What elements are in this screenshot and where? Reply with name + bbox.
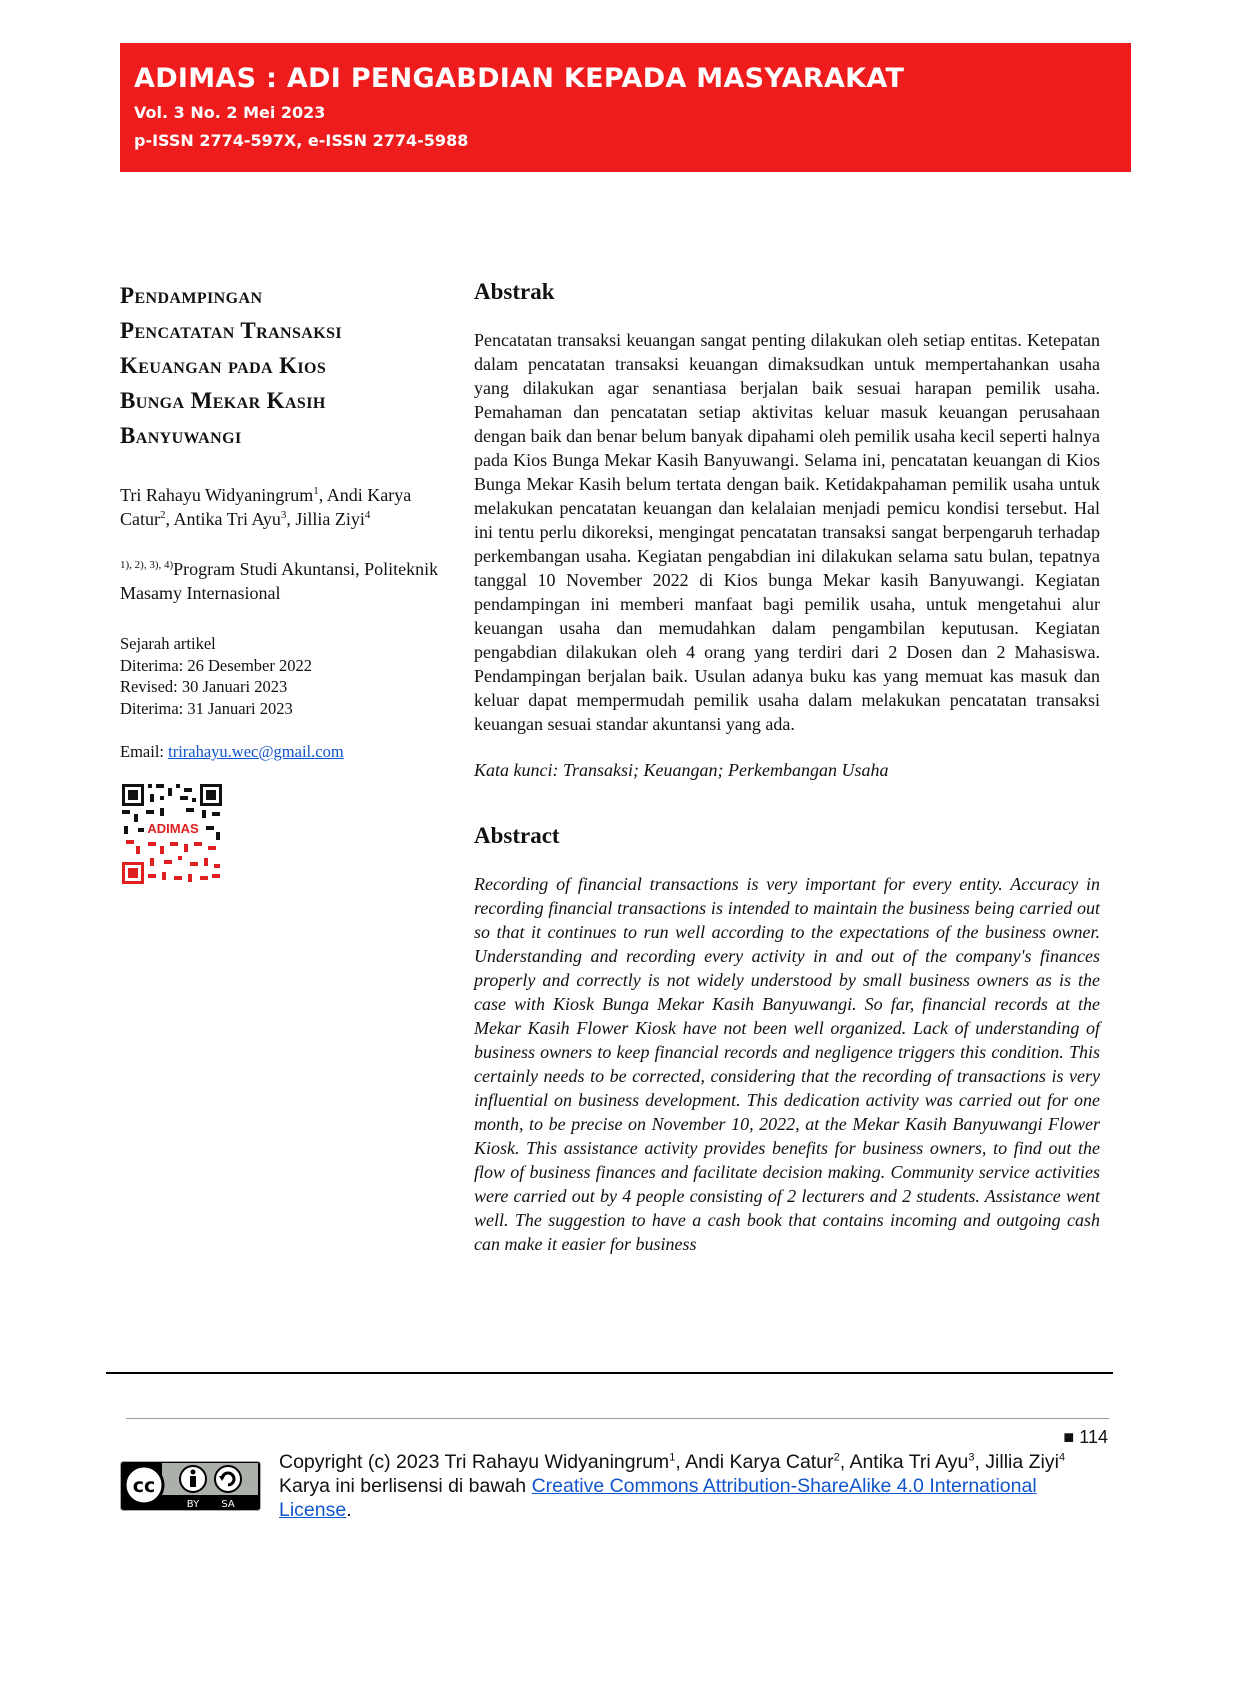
copyright-notice — [279, 1450, 1099, 1522]
qr-label: ADIMAS — [147, 821, 199, 836]
article-title-line: Keuangan pada Kios — [120, 353, 327, 378]
article-meta-column — [120, 278, 440, 886]
abstrak-keywords: Kata kunci: Transaksi; Keuangan; Perkembangan Usaha — [474, 760, 889, 780]
article-title — [120, 278, 440, 453]
affiliation-text: Program Studi Akuntansi, Politeknik Masamy Internasional — [120, 559, 439, 603]
cc-badge — [120, 1461, 261, 1511]
abstrak-text: Pencatatan transaksi keuangan sangat penting dilakukan oleh setiap entitas. Ketepatan dalam pencatatan transaksi keuangan dimaksudkan untuk mempertahankan usaha yang dilakukan agar senantiasa berjalan baik sesuai harapan pemilik usaha. Pemahaman dan pencatatan setiap aktivitas keluar masuk keuangan perusahaan dengan baik dan benar belum banyak dipahami oleh pemilik usaha kecil seperti halnya pada Kios Bunga Mekar Kasih Banyuwangi. Selama ini, pencatatan keuangan di Kios Bunga Mekar Kasih belum tertata dengan baik. Ketidakpahaman pemilik usaha untuk melakukan pencatatan keuangan dan kelalaian menjadi pemicu kondisi tersebut. Hal ini tentu perlu dikoreksi, mengingat pencatatan transaksi sangat berpengaruh terhadap perkembangan usaha. Kegiatan pengabdian ini dilakukan selama satu bulan, tepatnya tanggal 10 November 2022 di Kios bunga Mekar kasih Banyuwangi. Kegiatan pendampingan ini memberi manfaat bagi pemilik usaha, untuk mengetahui alur keuangan usaha dan memudahkan dalam pengambilan keputusan. Kegiatan pengabdian dilakukan oleh 4 orang yang terdiri dari 2 Dosen dan 2 Mahasiswa. Pendampingan berjalan baik. Usulan adanya buku kas yang memuat kas masuk dan keluar dapat mempermudah pemilik usaha dalam melakukan pencatatan transaksi keuangan sesuai standar akuntansi yang ada. — [474, 330, 1100, 734]
svg-text:cc: cc — [132, 1475, 156, 1497]
journal-issn: p-ISSN 2774-597X, e-ISSN 2774-5988 — [134, 131, 469, 150]
author-name: , Antika Tri Ayu — [165, 509, 281, 529]
article-title-line: Bunga Mekar Kasih — [120, 388, 326, 413]
qr-code-graphic — [120, 782, 224, 886]
author-mark: 1 — [669, 1451, 676, 1464]
license-line — [279, 1474, 1099, 1522]
creative-commons-by-sa-icon — [120, 1461, 261, 1511]
history-heading: Sejarah artikel — [120, 634, 216, 653]
author-mark: 4 — [1058, 1451, 1066, 1464]
email-link[interactable]: trirahayu.wec@gmail.com — [168, 742, 344, 761]
qr-finder-top-left — [122, 784, 144, 806]
copyright-prefix: Copyright (c) 2023 — [279, 1451, 445, 1473]
article-title-line: Banyuwangi — [120, 423, 242, 448]
content-bottom-rule — [106, 1372, 1113, 1374]
author-mark: 4 — [364, 509, 371, 521]
author-mark: 3 — [968, 1451, 975, 1464]
journal-title: ADIMAS : ADI PENGABDIAN KEPADA MASYARAKAT — [134, 63, 905, 94]
abstract-heading: Abstract — [474, 823, 560, 848]
article-title-line: Pencatatan Transaksi — [120, 318, 343, 343]
footer-rule — [126, 1418, 1109, 1419]
history-accepted: Diterima: 31 Januari 2023 — [120, 698, 293, 718]
affiliation-marks: 1), 2), 3), 4) — [120, 559, 174, 571]
abstrak-heading: Abstrak — [474, 279, 555, 304]
author-name: Tri Rahayu Widyaningrum — [120, 485, 314, 505]
contact-email — [120, 741, 440, 762]
history-received: Diterima: 26 Desember 2022 — [120, 655, 312, 675]
license-end: . — [346, 1499, 352, 1521]
author-mark: 2 — [833, 1451, 840, 1464]
qr-finder-top-right — [200, 784, 222, 806]
license-text: Karya ini berlisensi di bawah — [279, 1475, 532, 1497]
copyright-author: , Andi Karya Catur — [675, 1451, 834, 1473]
abstract-column — [474, 278, 1100, 1256]
author-name: , Jillia Ziyi — [286, 509, 365, 529]
history-revised: Revised: 30 Januari 2023 — [120, 677, 288, 696]
license-link[interactable]: Creative Commons Attribution-ShareAlike 4.0 International License — [279, 1475, 1037, 1521]
cc-by-label: BY — [186, 1499, 200, 1510]
author-name: , Andi Karya Catur — [120, 485, 412, 529]
affiliation — [120, 557, 440, 605]
article-title-line: Pendampingan — [120, 283, 263, 308]
qr-finder-bottom-left — [122, 862, 144, 884]
copyright-author: , Antika Tri Ayu — [839, 1451, 969, 1473]
copyright-author: , Jillia Ziyi — [974, 1451, 1059, 1473]
page-number: ■ 114 — [1063, 1427, 1108, 1447]
qr-code-icon — [120, 782, 224, 886]
author-mark: 2 — [160, 509, 166, 521]
abstract-text: Recording of financial transactions is very important for every entity. Accuracy in recording financial transactions is intended to maintain the business being carried out so that it continues to run well according to the expectations of the business owner. Understanding and recording every activity in and out of the company's finances properly and correctly is not widely understood by small business owners as is the case with Kiosk Bunga Mekar Kasih Banyuwangi. So far, financial records at the Mekar Kasih Flower Kiosk have not been well organized. Lack of understanding of business owners to keep financial records and negligence triggers this condition. This certainly needs to be corrected, considering that the recording of transactions is very influential on business development. This dedication activity was carried out for one month, to be precise on November 10, 2022, at the Mekar Kasih Banyuwangi Flower Kiosk. This assistance activity provides benefits for business owners, to find out the flow of business finances and facilitate decision making. Community service activities were carried out by 4 people consisting of 2 lecturers and 2 students. Assistance went well. The suggestion to have a cash book that contains incoming and outgoing cash can make it easier for business — [474, 874, 1100, 1254]
article-history — [120, 633, 440, 719]
journal-header-banner — [120, 43, 1131, 172]
author-mark: 1 — [313, 485, 319, 497]
email-label: Email: — [120, 742, 169, 761]
cc-sa-label: SA — [221, 1499, 235, 1510]
journal-volume: Vol. 3 No. 2 Mei 2023 — [134, 103, 326, 122]
copyright-author: Tri Rahayu Widyaningrum — [444, 1451, 670, 1473]
author-list — [120, 483, 440, 531]
author-mark: 3 — [280, 509, 287, 521]
copyright-line — [279, 1450, 1099, 1474]
